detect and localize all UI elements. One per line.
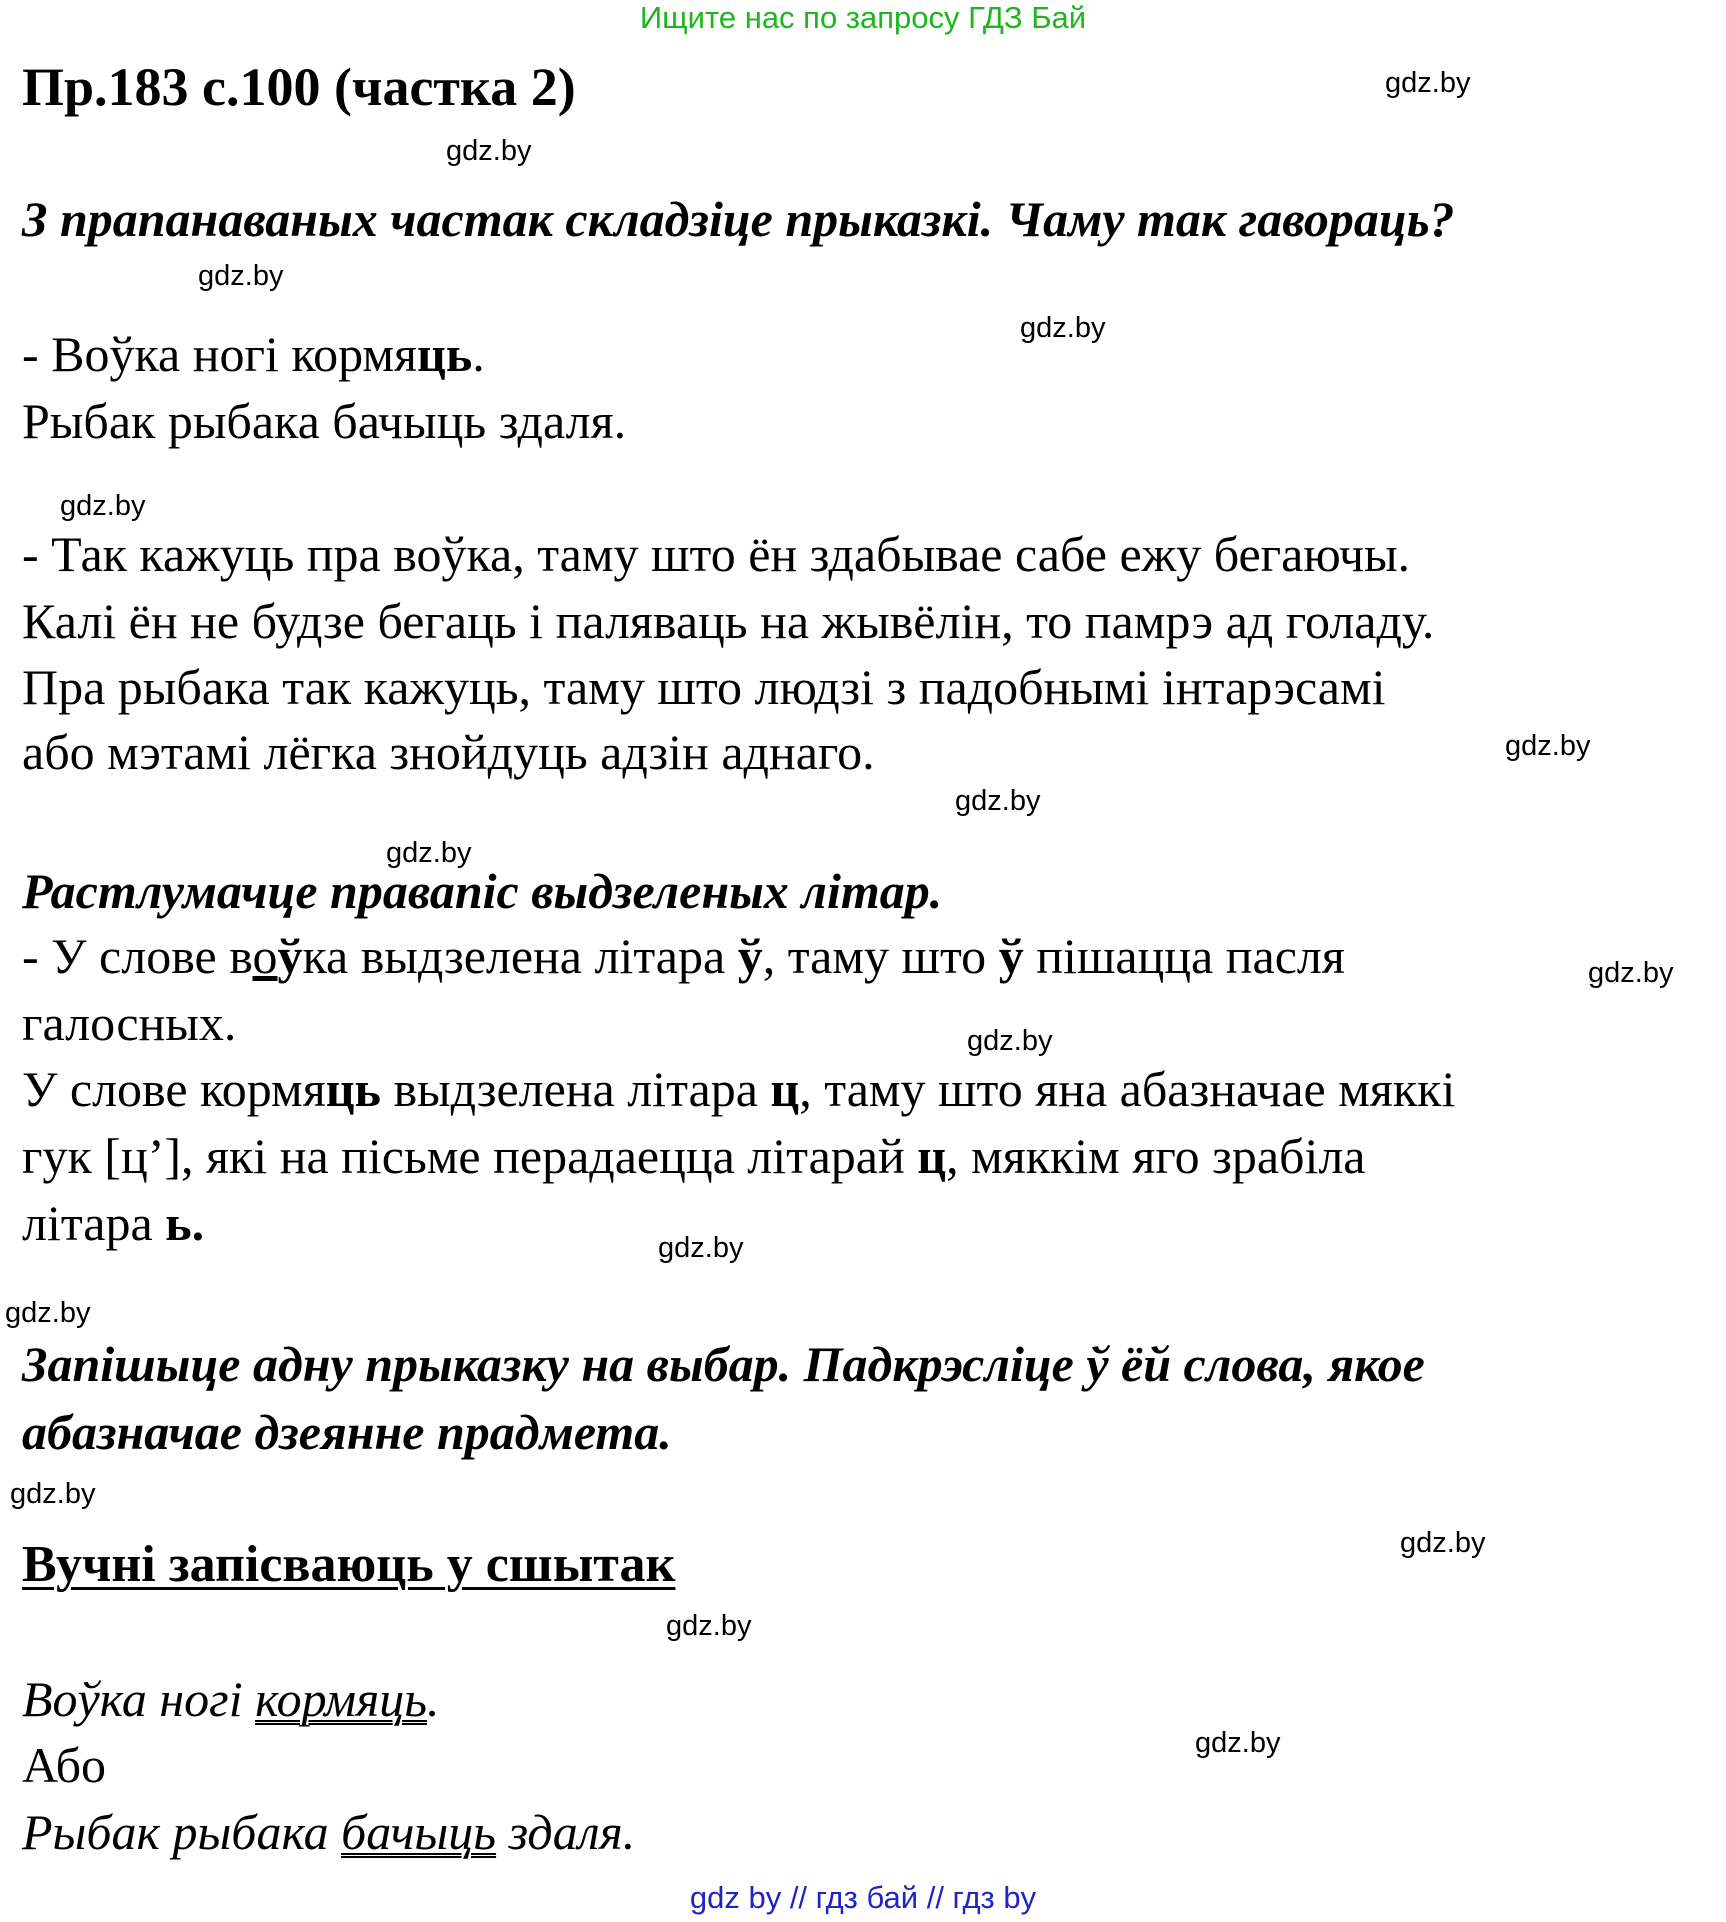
top-banner[interactable]: Ищите нас по запросу ГДЗ Бай: [639, 0, 1087, 35]
answer-2-line-1: [22, 1060, 1455, 1118]
explain-line-3: Пра рыбака так кажуць, таму што людзі з падобнымі інтарэсамі: [22, 659, 1386, 715]
explain-line-2: Калі ён не будзе бегаць і паляваць на жывёлін, то памрэ ад голаду.: [22, 593, 1435, 649]
notebook-text: здаля.: [496, 1804, 636, 1860]
watermark: gdz.by: [1588, 957, 1674, 989]
proverb-1-bold: ць: [417, 326, 473, 382]
answer-2-bold: ь.: [165, 1195, 205, 1251]
answer-2-part: літара: [22, 1195, 166, 1251]
watermark: gdz.by: [1195, 1727, 1281, 1759]
watermark: gdz.by: [386, 837, 472, 869]
notebook-heading: Вучні запісваюць у сшытак: [22, 1536, 676, 1593]
answer-2-part: гук [ц’], які на пісьме перадаецца літарай: [22, 1128, 918, 1184]
watermark: gdz.by: [1400, 1527, 1486, 1559]
proverb-1: [22, 325, 485, 383]
answer-2-part: , мяккім яго зрабіла: [946, 1128, 1366, 1184]
task-3-line-1: Запішыце адну прыказку на выбар. Падкрэсліце ў ёй слова, якое: [22, 1336, 1425, 1392]
proverb-2: Рыбак рыбака бачыць здаля.: [22, 393, 627, 449]
answer-1-underlined-o: о: [252, 928, 278, 984]
answer-2-bold: ц: [770, 1061, 800, 1117]
notebook-answer-1: [22, 1670, 440, 1728]
footer-links[interactable]: gdz by // гдз бай // гдз by: [689, 1880, 1037, 1915]
watermark: gdz.by: [10, 1478, 96, 1510]
proverb-1-dot: .: [472, 326, 485, 382]
answer-1-bold-u: ў: [998, 928, 1024, 984]
answer-1-bold-u: ў: [737, 928, 763, 984]
watermark: gdz.by: [1020, 312, 1106, 344]
watermark: gdz.by: [446, 135, 532, 167]
watermark: gdz.by: [1385, 67, 1471, 99]
answer-2-part: , таму што яна абазначае мяккі: [799, 1061, 1456, 1117]
watermark: gdz.by: [198, 260, 284, 292]
answer-1-part: - У слове в: [22, 928, 253, 984]
answer-1-line-2: галосных.: [22, 995, 237, 1051]
watermark: gdz.by: [967, 1025, 1053, 1057]
notebook-text: .: [427, 1671, 440, 1727]
proverb-1-text: - Воўка ногі кормя: [22, 326, 418, 382]
explain-line-1: - Так кажуць пра воўка, таму што ён здабывае сабе ежу бегаючы.: [22, 526, 1411, 582]
notebook-verb: бачыць: [341, 1804, 497, 1860]
watermark: gdz.by: [658, 1232, 744, 1264]
answer-2-part: У слове кормя: [22, 1061, 326, 1117]
watermark: gdz.by: [60, 490, 146, 522]
notebook-text: Рыбак рыбака: [22, 1804, 342, 1860]
answer-1-line-1: [22, 927, 1345, 985]
answer-1-part: ка выдзелена літара: [302, 928, 738, 984]
answer-1-part: пішацца пасля: [1023, 928, 1345, 984]
notebook-verb: кормяць: [255, 1671, 427, 1727]
answer-2-line-2: [22, 1127, 1366, 1185]
watermark: gdz.by: [1505, 730, 1591, 762]
notebook-or: Або: [22, 1737, 107, 1793]
task-1: З прапанаваных частак складзіце прыказкі. Чаму так гавораць?: [22, 191, 1455, 247]
watermark: gdz.by: [5, 1297, 91, 1329]
page-title: Пр.183 с.100 (частка 2): [22, 57, 576, 117]
answer-2-line-3: [22, 1194, 204, 1252]
answer-2-bold: ц: [917, 1128, 947, 1184]
answer-2-bold: ць: [325, 1061, 381, 1117]
answer-1-bold-u: ў: [277, 928, 303, 984]
notebook-answer-2: [22, 1803, 635, 1861]
watermark: gdz.by: [666, 1610, 752, 1642]
watermark: gdz.by: [955, 785, 1041, 817]
answer-2-part: выдзелена літара: [380, 1061, 771, 1117]
explain-line-4: або мэтамі лёгка знойдуць адзін аднаго.: [22, 724, 875, 780]
task-3-line-2: абазначае дзеянне прадмета.: [22, 1404, 672, 1460]
task-2: Растлумачце правапіс выдзеленых літар.: [22, 863, 943, 919]
answer-1-part: , таму што: [762, 928, 999, 984]
notebook-text: Воўка ногі: [22, 1671, 256, 1727]
